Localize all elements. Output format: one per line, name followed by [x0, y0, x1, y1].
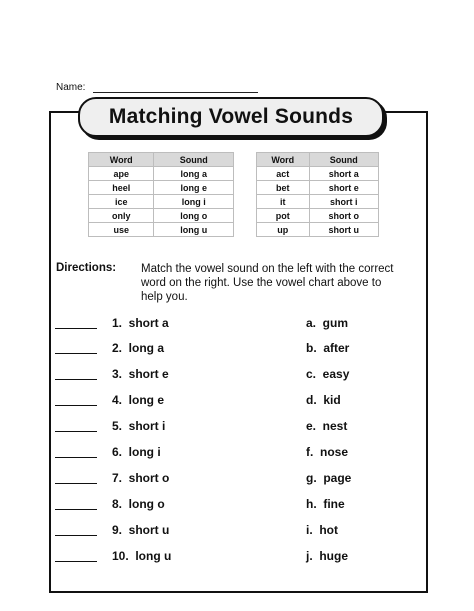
- table-row: [89, 167, 234, 181]
- answer-blank[interactable]: [55, 405, 97, 406]
- sound-cell: short e: [309, 181, 378, 195]
- vowel-chart-long: [88, 152, 234, 237]
- answer-blank[interactable]: [55, 535, 97, 536]
- answer-blank[interactable]: [55, 353, 97, 354]
- column-header-sound: Sound: [309, 153, 378, 167]
- answer-blank[interactable]: [55, 483, 97, 484]
- table-row: [257, 223, 379, 237]
- word-choice-item: h. fine: [306, 497, 345, 511]
- word-choice-item: e. nest: [306, 419, 348, 433]
- answer-blank[interactable]: [55, 561, 97, 562]
- column-header-word: Word: [257, 153, 310, 167]
- column-header-sound: Sound: [154, 153, 234, 167]
- word-cell: ice: [89, 195, 154, 209]
- vowel-sound-item: 5. short i: [112, 419, 166, 433]
- answer-blank[interactable]: [55, 457, 97, 458]
- match-row: [0, 419, 474, 437]
- word-choice-item: f. nose: [306, 445, 349, 459]
- vowel-sound-item: 1. short a: [112, 316, 169, 330]
- directions-text: Match the vowel sound on the left with the correct word on the right. Use the vowel chart above to help you.: [141, 263, 394, 303]
- answer-blank[interactable]: [55, 431, 97, 432]
- word-cell: pot: [257, 209, 310, 223]
- vowel-sound-item: 7. short o: [112, 471, 170, 485]
- column-header-word: Word: [89, 153, 154, 167]
- word-cell: it: [257, 195, 310, 209]
- word-choice-item: a. gum: [306, 316, 349, 330]
- vowel-sound-item: 2. long a: [112, 341, 165, 355]
- vowel-sound-item: 8. long o: [112, 497, 165, 511]
- match-row: [0, 549, 474, 567]
- sound-cell: long a: [154, 167, 234, 181]
- word-cell: ape: [89, 167, 154, 181]
- sound-cell: long o: [154, 209, 234, 223]
- match-row: [0, 393, 474, 411]
- answer-blank[interactable]: [55, 379, 97, 380]
- table-row: [257, 167, 379, 181]
- vowel-sound-item: 6. long i: [112, 445, 161, 459]
- sound-cell: short o: [309, 209, 378, 223]
- vowel-sound-item: 9. short u: [112, 523, 170, 537]
- match-row: [0, 523, 474, 541]
- word-choice-item: b. after: [306, 341, 350, 355]
- name-label: Name:: [56, 82, 86, 93]
- sound-cell: short u: [309, 223, 378, 237]
- sound-cell: long e: [154, 181, 234, 195]
- match-row: [0, 341, 474, 359]
- table-row: [257, 181, 379, 195]
- answer-blank[interactable]: [55, 328, 97, 329]
- vowel-sound-item: 3. short e: [112, 367, 169, 381]
- vowel-sound-item: 4. long e: [112, 393, 165, 407]
- match-row: [0, 367, 474, 385]
- word-cell: act: [257, 167, 310, 181]
- sound-cell: short i: [309, 195, 378, 209]
- word-choice-item: d. kid: [306, 393, 341, 407]
- sound-cell: short a: [309, 167, 378, 181]
- match-row: [0, 316, 474, 334]
- table-row: [89, 195, 234, 209]
- table-row: [257, 195, 379, 209]
- directions-label: Directions:: [56, 262, 117, 274]
- match-row: [0, 445, 474, 463]
- table-row: [257, 209, 379, 223]
- sound-cell: long u: [154, 223, 234, 237]
- word-cell: only: [89, 209, 154, 223]
- table-row: [89, 181, 234, 195]
- worksheet-title: Matching Vowel Sounds: [78, 97, 384, 137]
- match-row: [0, 471, 474, 489]
- match-row: [0, 497, 474, 515]
- vowel-chart-short: [256, 152, 379, 237]
- table-row: [89, 223, 234, 237]
- name-field[interactable]: [93, 92, 258, 93]
- sound-cell: long i: [154, 195, 234, 209]
- vowel-sound-item: 10. long u: [112, 549, 172, 563]
- word-cell: heel: [89, 181, 154, 195]
- word-choice-item: c. easy: [306, 367, 350, 381]
- word-cell: bet: [257, 181, 310, 195]
- word-choice-item: j. huge: [306, 549, 348, 563]
- word-choice-item: g. page: [306, 471, 352, 485]
- table-row: [89, 209, 234, 223]
- word-cell: up: [257, 223, 310, 237]
- word-choice-item: i. hot: [306, 523, 338, 537]
- answer-blank[interactable]: [55, 509, 97, 510]
- word-cell: use: [89, 223, 154, 237]
